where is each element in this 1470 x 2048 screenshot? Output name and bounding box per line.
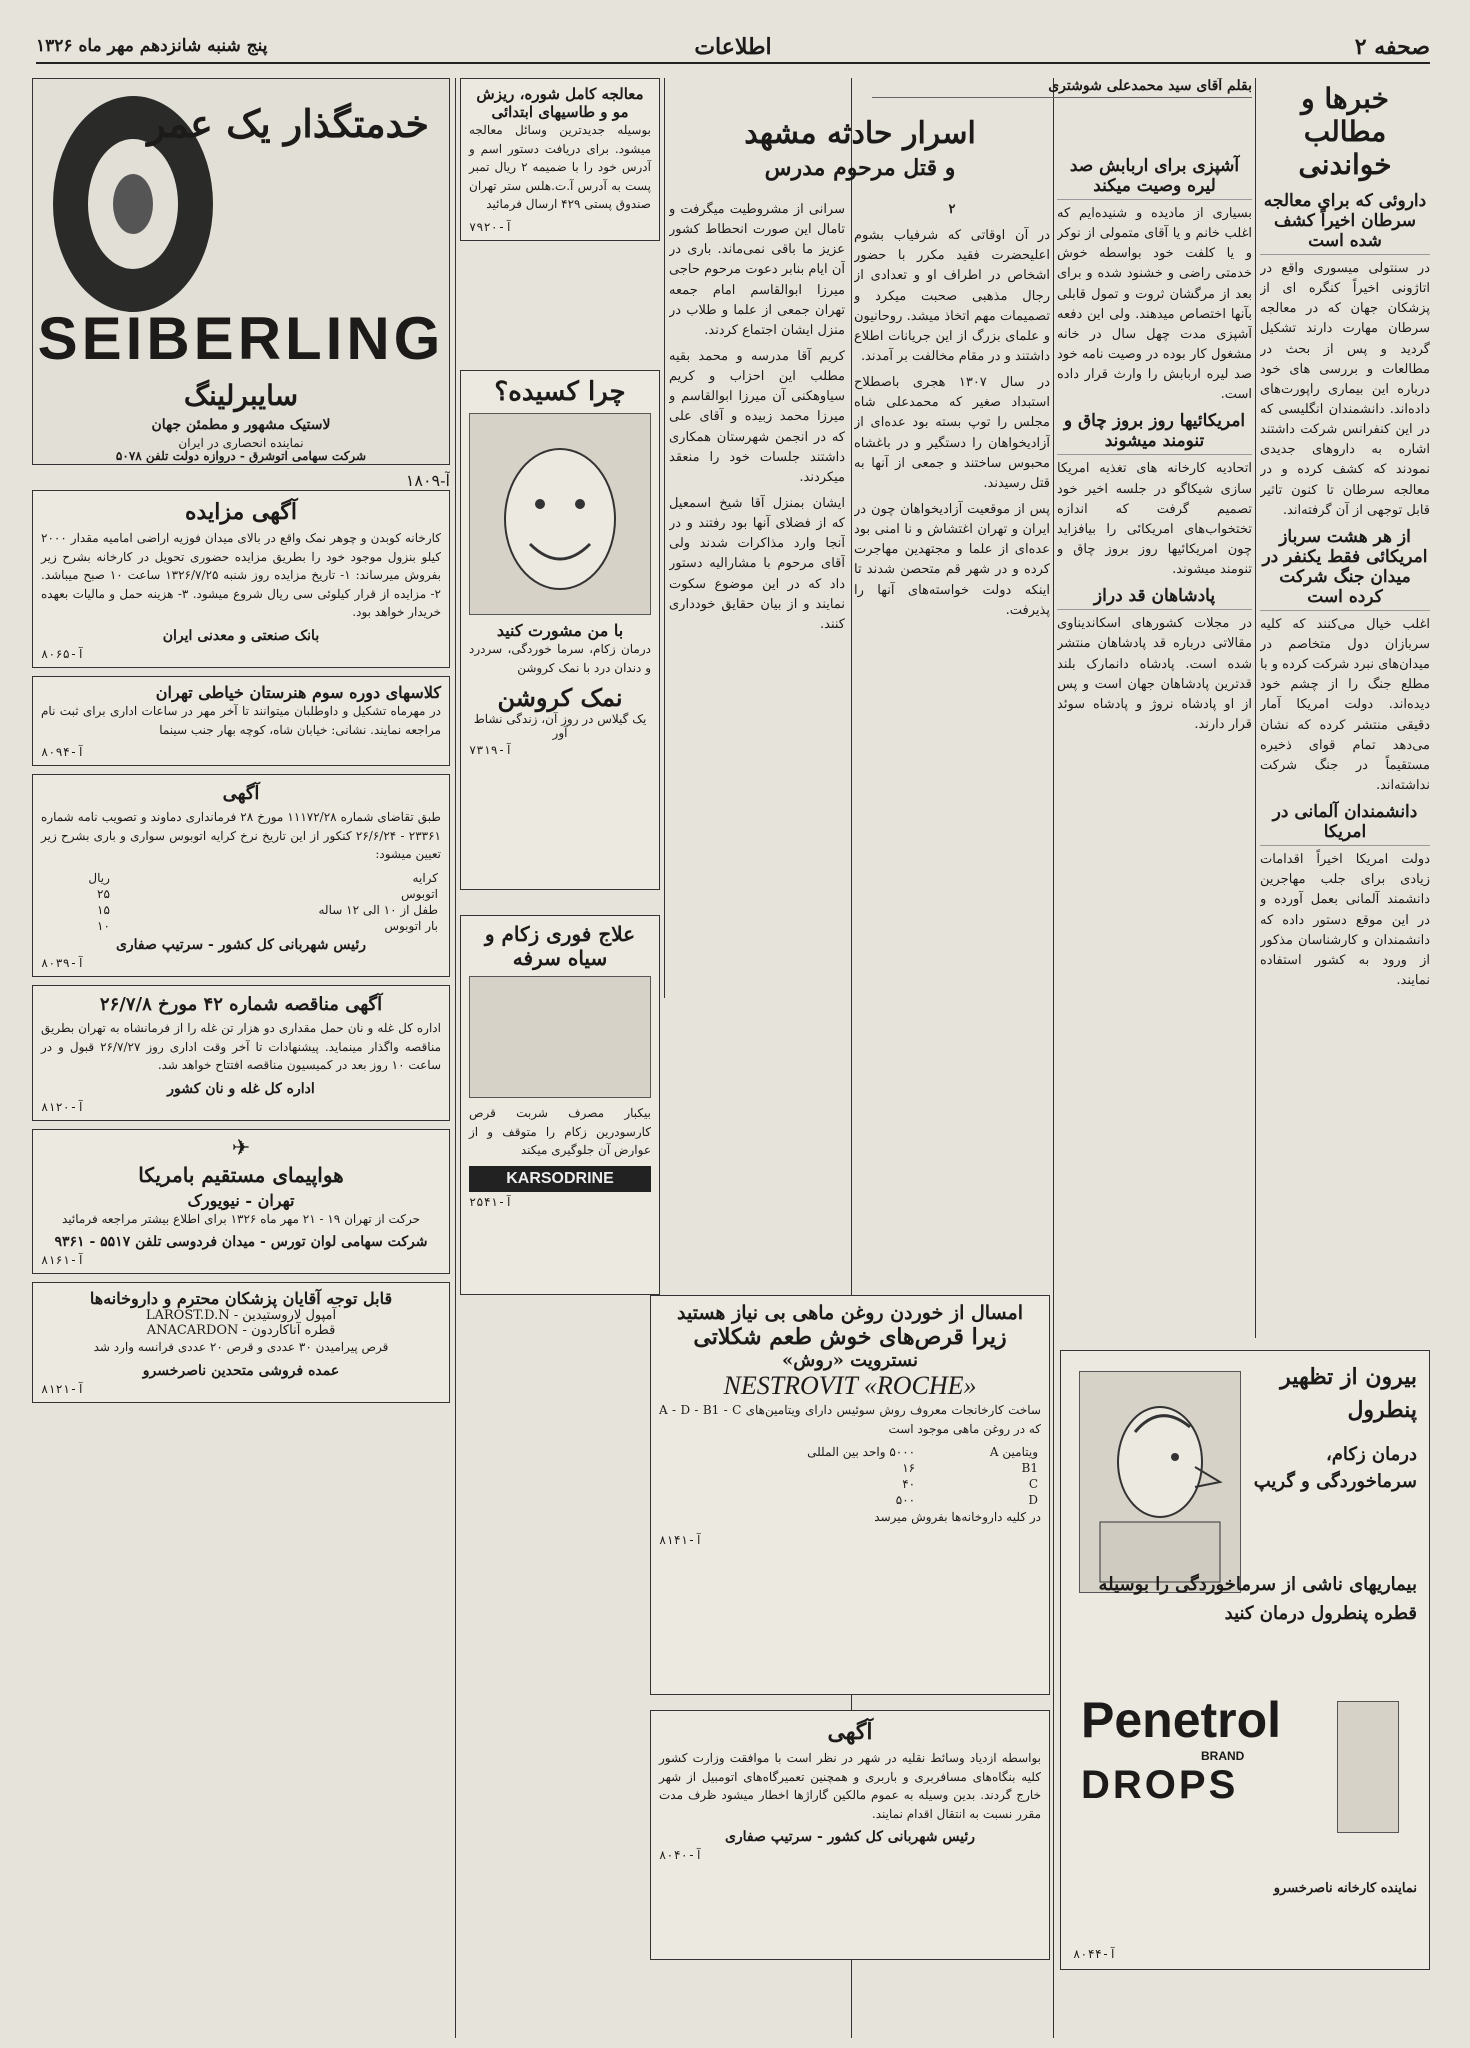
man-sneezing-illustration <box>1079 1371 1241 1593</box>
seiberling-ad <box>32 78 450 465</box>
nestrovit-sub: زیرا قرص‌های خوش طعم شکلاتی <box>693 1324 1007 1350</box>
paper-name: اطلاعات <box>694 34 772 60</box>
table-row: کرایه ریال <box>88 870 438 885</box>
news-column <box>1260 78 1430 1348</box>
article-body: پس از موقعیت آزادیخواهان چون در ایران و تهران اغتشاش و نا امنی بود عده‌ای از علما و مجتهدین مهاجرت کرده و در شهر قم متحصن شدند تا اینکه دولت خواسته‌های آنها را پذیرفت. <box>854 501 1050 618</box>
tailoring-code: آ-۸۰۹۴ <box>41 745 85 760</box>
table-row: طفل از ۱۰ الی ۱۲ ساله ۱۵ <box>97 902 438 917</box>
news-column-2 <box>1057 150 1252 1350</box>
table-row: بار اتوبوس ۱۰ <box>97 918 438 933</box>
article-part: ۲ <box>948 202 956 217</box>
fare-body: طبق تقاضای شماره ۱۱۱۷۲/۲۸ مورخ ۲۸ فرمانداری دماوند و تصویب نامه شماره ۲۳۳۶۱ - ۲۶/۶/۲۴ کنکور از این تاریخ نرخ کرایه اتوبوس سواری و باری بشرح زیر تعیین میشود: <box>41 810 441 862</box>
penetrol-code: آ-۸۰۴۴ <box>1073 1947 1117 1961</box>
airline-code: آ-۸۱۶۱ <box>41 1253 85 1268</box>
table-row: B1 ۱۶ <box>902 1461 1038 1476</box>
tailoring-title: کلاسهای دوره سوم هنرستان خیاطی تهران <box>155 682 441 702</box>
article-column <box>854 200 1050 1960</box>
nestrovit-brand-fa: نسترویت «روش» <box>782 1350 918 1371</box>
fare-table <box>41 870 441 934</box>
pharma-title: قابل توجه آقایان پزشکان محترم و داروخانه‌ها <box>89 1289 393 1309</box>
airline-body: حرکت از تهران ۱۹ - ۲۱ مهر ماه ۱۳۲۶ برای اطلاع بیشتر مراجعه فرمائید <box>61 1211 420 1226</box>
pharma-line2: ANACARDON - قطره آناکاردون <box>146 1323 336 1339</box>
table-row: ویتامین A ۵۰۰۰ واحد بین المللی <box>807 1445 1038 1460</box>
salt-ad <box>460 370 660 910</box>
tender-title: آگهی مناقصه شماره ۴۲ مورخ ۲۶/۷/۸ <box>99 993 383 1015</box>
penetrol-body: بیماریهای ناشی از سرماخوردگی را بوسیله قطره پنطرول درمان کنید <box>1098 1574 1417 1624</box>
transport-body: بواسطه ازدیاد وسائط نقلیه در شهر در نظر است با موافقت وزارت کشور کلیه بنگاه‌های مسافربری و باربری و همچنین تعمیرگاه‌های اتومبیل از شهر خارج گردند. بدین وسیله به عموم مالکین گاراژها اخطار میشود ظرف مدت مقرر نسبت به انتقال اقدام نمایند. <box>659 1751 1041 1821</box>
karsodrine-ad-box <box>460 915 660 1295</box>
nestrovit-ad <box>650 1295 1050 1695</box>
airline-company: شرکت سهامی لوان تورس - میدان فردوسی تلفن ۵۵۱۷ - ۹۳۶۱ <box>54 1234 428 1251</box>
auction-ad <box>32 490 450 668</box>
column-rule <box>1053 78 1054 2038</box>
left-ads-column <box>32 78 450 1958</box>
transport-title: آگهی <box>827 1719 873 1745</box>
pharma-ad <box>32 1282 450 1403</box>
airline-title: هواپیمای مستقیم بامریکا <box>138 1162 344 1187</box>
salt-ad-box <box>460 370 660 890</box>
table-row: D ۵۰۰ <box>895 1493 1038 1508</box>
pharma-line1: LAROST.D.N - آمپول لاروستیدین <box>145 1308 337 1324</box>
article-body: ایشان بمنزل آقا شیخ اسمعیل که از فضلای آنها بود رفتند و در آنجا وارد مذاکرات شدند ولی آقای مرحوم با مشارالیه دستور داد که در این موضوع سکوت نمایند و از بیان حقایق خودداری کنند. <box>669 495 845 632</box>
column-rule <box>664 78 665 998</box>
fare-notice <box>32 774 450 977</box>
penetrol-title: بیرون از تظهیر پنطرول <box>1280 1364 1417 1423</box>
tender-ad <box>32 985 450 1121</box>
fare-title: آگهی <box>222 783 260 805</box>
penetrol-brand: Penetrol <box>1081 1692 1282 1748</box>
salt-ad-slogan: با من مشورت کنید <box>496 621 624 640</box>
karsodrine-title: علاج فوری زکام و سیاه سرفه <box>484 922 636 970</box>
salt-ad-brand: نمک کروشن <box>497 683 623 713</box>
penetrol-subtitle: درمان زکام، سرماخوردگی و گریپ <box>1253 1444 1417 1492</box>
news-body: دولت امریکا اخیراً اقدامات زیادی برای جلب مهاجرین دانشمند آلمانی بعمل آورده و در این موقع دستور داده که دانشمندان و کارشناسان مذکور از ورود به کشور استفاده نمایند. <box>1260 852 1430 988</box>
hair-ad-body: بوسیله جدیدترین وسائل معالجه میشود. برای دریافت دستور اسم و آدرس خود را با ضمیمه ۲ ریال تمبر پست به آدرس آ.ت.هلس ستر تهران صندوق پستی ۴۲۹ ارسال فرمائید <box>469 123 651 212</box>
penetrol-ad <box>1060 1350 1430 1970</box>
pharma-sign: عمده فروشی متحدین ناصرخسرو <box>142 1362 340 1379</box>
tire-brand: SEIBERLING <box>37 305 445 372</box>
tire-brand-fa: سایبرلینگ <box>183 379 299 412</box>
article-column-2 <box>669 200 845 1280</box>
news-headline: آشپزی برای اربابش صد لیره وصیت میکند <box>1057 156 1252 200</box>
news-headline: امریکائیها روز بروز چاق و تنومند میشوند <box>1057 411 1252 455</box>
hair-ad-box <box>460 78 660 241</box>
karsodrine-code: آ-۲۵۴۱ <box>469 1194 513 1209</box>
news-title: خبرها و مطالب خواندنی <box>1298 82 1392 181</box>
salt-ad-body: درمان زکام، سرما خوردگی، سردرد و دندان درد با نمک کروشن <box>469 642 651 675</box>
tire-agent: نماینده انحصاری در ایران <box>178 436 304 450</box>
nestrovit-body: ساخت کارخانجات معروف روش سوئیس دارای ویتامین‌های A - D - B1 - C که در روغن ماهی موجود است <box>659 1403 1041 1436</box>
tailoring-ad <box>32 676 450 766</box>
nestrovit-title: امسال از خوردن روغن ماهی بی نیاز هستید <box>677 1302 1023 1324</box>
article-body: سرانی از مشروطیت میگرفت و تامال این صورت انحطاط کشور عزیز ما باقی نمی‌ماند. باری در آن ایام بنابر دعوت مرحوم حاجی میرزا ابوالقاسم امام جمعه تهران جمعی از علما و طلاب در منزل ایشان اجتماع کردند. <box>669 202 845 338</box>
news-body: در مجلات کشورهای اسکاندیناوی مقالاتی درباره قد پادشاهان منتشر شده است. پادشاه دانمارک بلند قدترین پادشاهان جهان است و پس از او پادشاه نروژ و پادشاه سوئد قرار دارند. <box>1057 616 1252 732</box>
karsodrine-body: بیکبار مصرف شربت قرص کارسودرین زکام را متوقف و از عوارض آن جلوگیری میکند <box>469 1106 651 1158</box>
wings-icon: ✈ <box>231 1135 251 1161</box>
hair-ad-code: آ-۷۹۲۰ <box>469 219 513 234</box>
article-body: در سال ۱۳۰۷ هجری باصطلاح استبداد صغیر که محمدعلی شاه مجلس را توپ بسته بود عده‌ای از آزادیخواهان را دستگیر و در باغشاه محبوس ساختند و جمعی از آنها به قتل رسیدند. <box>854 375 1050 491</box>
column-rule <box>455 78 456 2038</box>
article-body: کریم آقا مدرسه و محمد بقیه مطلب این احزاب و کریم سیاوهکنی آن میرزا ابوالقاسم و میرزا محمد زبیده و آقای علی که در انجمن شهرستان همکاری داشتند جلسات خود را منعقد میکردند. <box>669 348 845 485</box>
tire-slogan: خدمتگذار یک عمر <box>147 101 429 146</box>
auction-title: آگهی مزایده <box>185 499 297 525</box>
news-headline: دانشمندان آلمانی در امریکا <box>1260 802 1430 846</box>
salt-ad-tagline: یک گیلاس در روز آن، زندگی نشاط آور <box>473 712 647 741</box>
laughing-face-illustration <box>469 413 651 615</box>
nestrovit-brand: NESTROVIT «ROCHE» <box>723 1371 977 1400</box>
pharma-body: قرص پیرامیدن ۳۰ عددی و قرص ۲۰ عددی فرانسه وارد شد <box>93 1340 389 1355</box>
vitamin-table <box>659 1444 1041 1508</box>
fare-code: آ-۸۰۳۹ <box>41 955 85 970</box>
article-title: اسرار حادثه مشهد <box>744 116 976 151</box>
nestrovit-code: آ-۸۱۴۱ <box>659 1532 703 1547</box>
hair-ad-title: معالجه کامل شوره، ریزش مو و طاسیهای ابتدائی <box>476 85 644 121</box>
table-row: C ۴۰ <box>902 1477 1038 1492</box>
article-header <box>670 110 1050 190</box>
tender-sign: اداره کل غله و نان کشور <box>167 1080 315 1097</box>
auction-code: آ-۸۰۶۵ <box>41 646 85 661</box>
tailoring-body: در مهرماه تشکیل و داوطلبان میتوانند تا آخر مهر در ساعات اداری برای ثبت نام مراجعه نمایند. نشانی: خیابان شاه، کوچه بهار جنب سینما <box>41 703 441 737</box>
penetrol-logo <box>1081 1691 1281 1808</box>
page-header <box>36 32 1430 64</box>
airline-ad <box>32 1129 450 1275</box>
news-body: اغلب خیال می‌کنند که کلیه سربازان دول متخاصم در میدان‌های نبرد شرکت کرده و با مطلع جنگ را از چشم خود دیده‌اند. دولت امریکا آمار دقیقی منتشر کرده که نشان می‌دهد تمام قوای ذخیره مستقیماً در جنگ شرکت نداشته‌اند. <box>1260 616 1430 793</box>
news-body: بسیاری از مادیده و شنیده‌ایم که اغلب خانم و یا آقای متمولی از نوکر و یا کلفت خود بواسطه خوش خدمتی راضی و خشنود شده و برای بعد از مرگشان ثروت و تمول قابلی بآنها اختصاص میدهند. ولی این دفعه آشپزی مدت چهل سال در خانه مشغول کار بوده در وصیت نامه خود صد لیره اربابش را وارث قرار داده است. <box>1057 206 1252 403</box>
article-byline: بقلم آقای سید محمدعلی شوشتری <box>872 78 1252 98</box>
penetrol-sign: نماینده کارخانه ناصرخسرو <box>1273 1881 1417 1896</box>
page-number: صحفه ۲ <box>1354 34 1430 60</box>
salt-ad-title: چرا کسیده؟ <box>494 377 626 407</box>
auction-sign: بانک صنعتی و معدنی ایران <box>162 627 320 644</box>
transport-notice <box>650 1710 1050 1960</box>
pharma-code: آ-۸۱۲۱ <box>41 1381 85 1396</box>
news-headline: داروئی که برای معالجه سرطان اخیراً کشف شده است <box>1260 191 1430 255</box>
tire-tagline: لاستیک مشهور و مطمئن جهان <box>151 417 331 433</box>
karsodrine-brand: KARSODRINE <box>469 1166 651 1192</box>
auction-body: کارخانه کوبدن و چوهر نمک واقع در بالای میدان فوزیه اراضی امامیه مقدار ۲۰۰۰ کیلو بنزول موجود خود را بطریق مزایده حضوری تحویل در کارخانه بشرح زیر بفروش میرساند: ۱- تاریخ مزایده روز شنبه ۱۳۲۶/۷/۲۵ ساعت ۱۰ صبح میباشد. ۲- مزایده از قرار کیلوئی سی ریال شروع میشود. ۳- هزینه حمل و مالیات بعهده خریدار خواهد بود. <box>41 531 441 620</box>
karsodrine-ad <box>460 915 660 1315</box>
issue-date: پنج شنبه شانزدهم مهر ماه ۱۳۲۶ <box>36 36 268 56</box>
penetrol-brand-word: BRAND <box>1201 1749 1245 1763</box>
article-body: در آن اوقاتی که شرفیاب بشوم اعلیحضرت فقید مکرر با حضور اشخاص در اطراف او و تعدادی از رجال مذهبی صحبت میکرد و تصمیمات مهم اتخاذ میشد. روحانیون و علمای بزرگ از این جریانات اطلاع داشتند و در مقام مخالفت بر آمدند. <box>854 228 1050 364</box>
tender-code: آ-۸۱۲۰ <box>41 1099 85 1114</box>
face-icon <box>470 414 650 614</box>
nestrovit-foot: در کلیه داروخانه‌ها بفروش میرسد <box>874 1510 1041 1525</box>
table-row: اتوبوس ۲۵ <box>97 886 438 901</box>
fare-sign: رئیس شهربانی کل کشور - سرتیپ صفاری <box>115 936 367 953</box>
tire-company: شرکت سهامی اتوشرق - دروازه دولت تلفن ۵۰۷۸ <box>115 449 367 463</box>
face-profile-icon <box>1080 1372 1240 1592</box>
dropper-bottle-icon <box>1337 1701 1399 1833</box>
salt-ad-code: آ-۷۳۱۹ <box>469 743 513 758</box>
transport-sign: رئیس شهربانی کل کشور - سرتیپ صفاری <box>724 1829 976 1846</box>
news-body: اتحادیه کارخانه های تغذیه امریکا سازی شیکاگو در جلسه اخیر خود تصمیم گرفت که اندازه تختخواب‌های امریکائی را بیافزاید چون امریکائیها روز بروز چاق و تنومند میشوند. <box>1057 461 1252 578</box>
transport-code: آ-۸۰۴۰ <box>659 1848 703 1863</box>
column-rule <box>1255 78 1256 1338</box>
article-subtitle: و قتل مرحوم مدرس <box>764 155 956 181</box>
airline-route: تهران - نیویورک <box>187 1190 295 1210</box>
woman-portrait-illustration <box>469 976 651 1098</box>
tire-code: آ-۱۸۰۹ <box>405 471 450 490</box>
news-body: در سنتولی میسوری واقع در اتاژونی اخیراً کنگره ای از پزشکان جهان که در معالجه سرطان مهارت دارند تشکیل گردید و پس از بحث در مطالعات و بررسی های خود درباره این بیماری راپورت‌های داده‌اند. دانشمندان انگلیسی که در این کنفرانس شرکت داشتند اشاره به داروهای جدیدی نمودند که کشف کرده و در معالجه سرطان تا کنون تاثیر قابل توجهی از آن گرفته‌اند. <box>1260 261 1430 518</box>
news-headline: پادشاهان قد دراز <box>1057 586 1252 610</box>
penetrol-drops: DROPS <box>1081 1763 1239 1807</box>
hair-ad <box>460 78 660 378</box>
news-headline: از هر هشت سرباز امریکائی فقط یکنفر در میدان جنگ شرکت کرده است <box>1260 527 1430 611</box>
tender-body: اداره کل غله و نان حمل مقداری دو هزار تن غله را از فرمانشاه به تهران بطریق مناقصه واگذار مینماید. پیشنهادات تا آخر وقت اداری روز ۲۶/۷/۲۷ قبول و در ساعت ۱۰ روز بعد در کمیسیون مناقصه افتتاح خواهد شد. <box>41 1020 441 1073</box>
